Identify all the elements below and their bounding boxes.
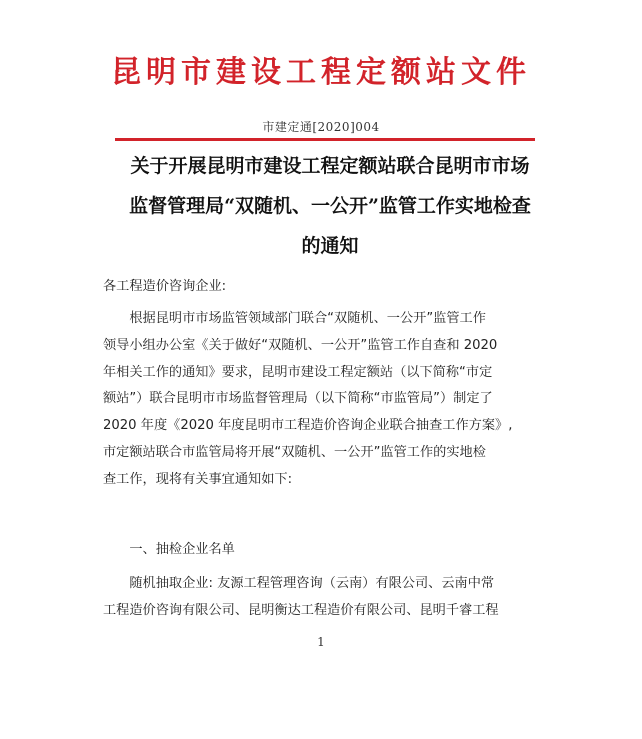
paragraph-line: 查工作，现将有关事宜通知如下: [103,471,293,487]
body-paragraph [103,306,558,494]
document-number: 市建定通[2020]004 [262,120,380,134]
paragraph-line: 领导小组办公室《关于做好“双随机、一公开”监管工作自查和 2020 [103,337,498,353]
page-number: 1 [317,635,325,649]
notice-title-line: 监督管理局“双随机、一公开”监管工作实地检查 [129,195,531,217]
notice-title-line: 的通知 [301,235,359,257]
notice-title [105,146,555,266]
paragraph-line: 随机抽取企业: 友源工程管理咨询（云南）有限公司、云南中常 [103,576,495,591]
section-paragraph [103,570,558,624]
paragraph-line: 额站”）联合昆明市市场监督管理局（以下简称“市监管局”）制定了 [103,391,493,407]
paragraph-line: 市定额站联合市监管局将开展“双随机、一公开”监管工作的实地检 [103,444,486,460]
red-divider-line [115,138,535,141]
addressee: 各工程造价咨询企业: [103,279,227,294]
paragraph-line: 工程造价咨询有限公司、昆明衡达工程造价有限公司、昆明千睿工程 [103,603,499,618]
paragraph-line: 年相关工作的通知》要求，昆明市建设工程定额站（以下简称“市定 [103,364,493,380]
notice-title-line: 关于开展昆明市建设工程定额站联合昆明市市场 [130,155,530,177]
section-heading: 一、抽检企业名单 [103,542,235,557]
paragraph-line: 2020 年度《2020 年度昆明市工程造价咨询企业联合抽查工作方案》, [103,418,513,434]
agency-title: 昆明市建设工程定额站文件 [111,55,531,90]
paragraph-line: 根据昆明市市场监管领域部门联合“双随机、一公开”监管工作 [103,311,486,326]
